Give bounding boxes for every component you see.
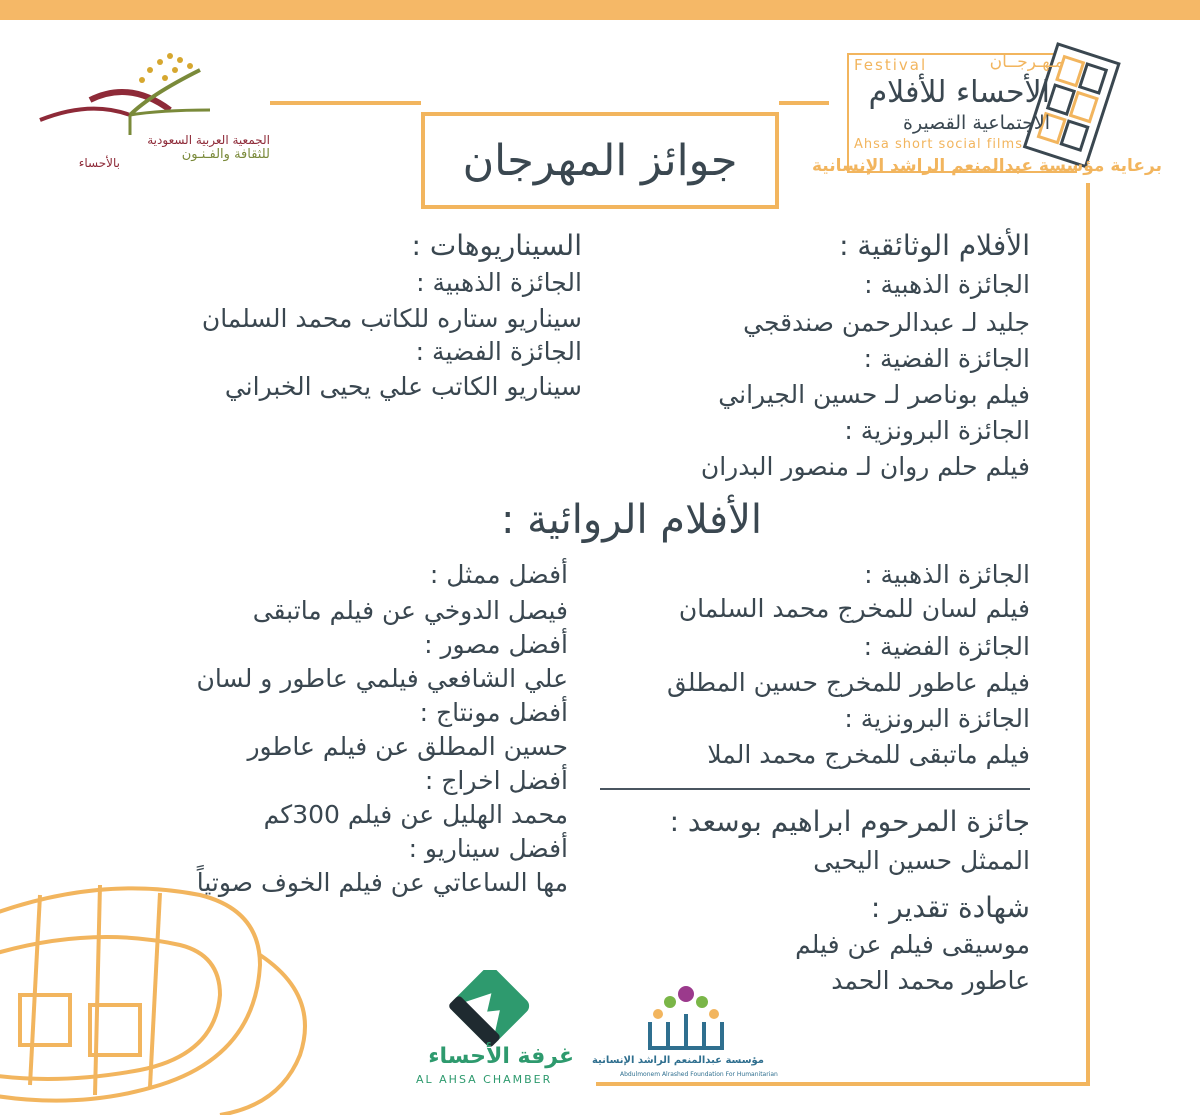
society-line3: بالأحساء — [78, 156, 120, 170]
foundation-logo — [591, 978, 794, 1088]
narrative-heading: الأفلام الروائية : — [500, 497, 762, 543]
best-script-label: أفضل سيناريو : — [408, 834, 568, 863]
page-title: جوائز المهرجان — [462, 135, 738, 186]
frame-right — [1086, 183, 1090, 1086]
documentary-bronze-winner: فيلم حلم روان لـ منصور البدران — [700, 452, 1030, 481]
society-line1: الجمعية العربية السعودية — [147, 133, 270, 147]
documentary-gold-label: الجائزة الذهبية : — [864, 270, 1030, 299]
best-photo-label: أفضل مصور : — [424, 630, 568, 659]
best-photo-winner: علي الشافعي فيلمي عاطور و لسان — [196, 664, 568, 693]
festival-en-tagline: Ahsa short social films — [854, 137, 1023, 152]
festival-name-line1: الأحساء للأفلام — [868, 75, 1050, 110]
certificate-line2: عاطور محمد الحمد — [831, 966, 1030, 995]
best-direct-winner: محمد الهليل عن فيلم 300كم — [263, 800, 568, 829]
palm-branch-icon — [30, 40, 270, 135]
memorial-winner: الممثل حسين اليحيى — [813, 846, 1030, 875]
festival-ar-word: مـهـرجــان — [989, 52, 1064, 72]
documentary-silver-winner: فيلم بوناصر لـ حسين الجيراني — [718, 380, 1030, 409]
foundation-emblem-icon — [614, 978, 794, 1058]
narrative-silver-winner: فيلم عاطور للمخرج حسين المطلق — [666, 668, 1030, 697]
chamber-en-name: AL AHSA CHAMBER — [416, 1073, 553, 1086]
festival-name-line2: الاجتماعية القصيرة — [903, 112, 1050, 134]
page-title-box — [421, 112, 779, 209]
documentary-heading: الأفلام الوثائقية : — [839, 229, 1030, 262]
best-actor-winner: فيصل الدوخي عن فيلم ماتبقى — [252, 596, 568, 625]
best-edit-label: أفضل مونتاج : — [419, 698, 568, 727]
best-direct-label: أفضل اخراج : — [424, 766, 568, 795]
narrative-silver-label: الجائزة الفضية : — [863, 632, 1030, 661]
foundation-ar-name: مؤسسة عبدالمنعم الراشد الإنسانية — [591, 1055, 764, 1066]
frame-top-right — [779, 101, 829, 105]
scenarios-gold-winner: سيناريو ستاره للكاتب محمد السلمان — [201, 304, 582, 333]
certificate-line1: موسيقى فيلم عن فيلم — [795, 930, 1030, 959]
memorial-heading: جائزة المرحوم ابراهيم بوسعد : — [669, 805, 1030, 838]
society-line2: للثقافة والفـنـون — [181, 147, 270, 162]
frame-top-left — [270, 101, 421, 105]
best-edit-winner: حسين المطلق عن فيلم عاطور — [247, 732, 568, 761]
narrative-bronze-label: الجائزة البرونزية : — [844, 704, 1030, 733]
documentary-gold-winner: جليد لـ عبدالرحمن صندقجي — [743, 308, 1030, 337]
film-reel-decoration-icon — [0, 855, 360, 1115]
narrative-gold-winner: فيلم لسان للمخرج محمد السلمان — [678, 594, 1030, 623]
narrative-bronze-winner: فيلم ماتبقى للمخرج محمد الملا — [707, 740, 1030, 769]
documentary-bronze-label: الجائزة البرونزية : — [844, 416, 1030, 445]
scenarios-gold-label: الجائزة الذهبية : — [416, 268, 582, 297]
top-accent-bar — [0, 0, 1200, 20]
foundation-en-name: Abdulmonem Alrashed Foundation For Humanitarian — [620, 1071, 778, 1078]
scenarios-silver-label: الجائزة الفضية : — [415, 337, 582, 366]
chamber-logo — [400, 970, 580, 1090]
documentary-silver-label: الجائزة الفضية : — [863, 344, 1030, 373]
narrative-gold-label: الجائزة الذهبية : — [864, 560, 1030, 589]
best-script-winner: مها الساعاتي عن فيلم الخوف صوتياً — [196, 868, 568, 897]
scenarios-silver-winner: سيناريو الكاتب علي يحيى الخبراني — [224, 372, 582, 401]
festival-sponsor: برعاية مؤسسة عبدالمنعم الراشد الإنسانية — [811, 156, 1162, 176]
mountain-badge-icon — [400, 970, 580, 1050]
section-divider — [600, 788, 1030, 790]
festival-logo — [811, 38, 1176, 188]
certificate-heading: شهادة تقدير : — [870, 891, 1030, 924]
festival-en-word: Festival — [854, 56, 928, 74]
best-actor-label: أفضل ممثل : — [429, 560, 568, 589]
chamber-ar-name: غرفة الأحساء — [428, 1044, 574, 1069]
scenarios-heading: السيناريوهات : — [411, 229, 582, 262]
society-logo — [30, 40, 270, 175]
